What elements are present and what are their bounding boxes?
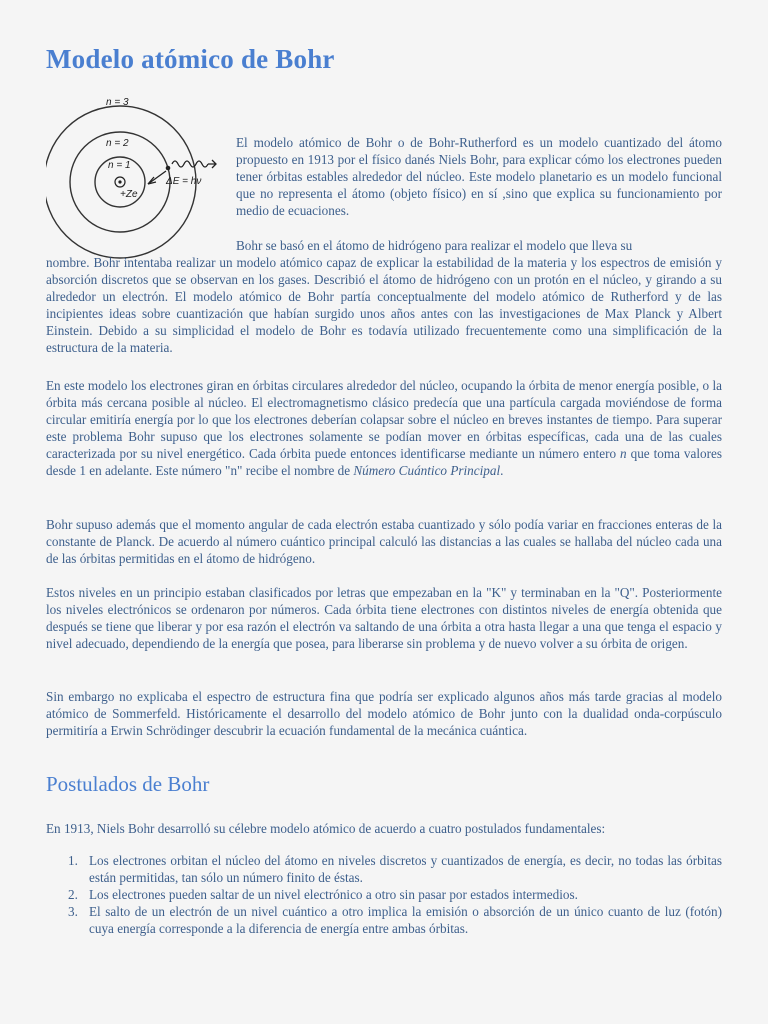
label-nucleus: +Ze [120, 189, 138, 200]
paragraph-angular-momentum: Bohr supuso además que el momento angular de cada electrón estaba cuantizado y sólo podía variar en fracciones enteras de la constante de Planck. De acuerdo al número cuántico principal calculó las distancias a las cuales se hallaba del núcleo cada una de las órbitas permitidas en el átomo de hidrógeno. [46, 517, 722, 567]
paragraph-hydrogen-first-line: Bohr se basó en el átomo de hidrógeno para realizar el modelo que lleva su [236, 238, 633, 253]
term-principal-quantum-number: Número Cuántico Principal [353, 463, 501, 479]
paragraph-orbits: En este modelo los electrones giran en órbitas circulares alrededor del núcleo, ocupando la órbita de menor energía posible, o la órbita más cercana posible al núcleo. El electromagnetismo clásico predecía que una partícula cargada moviéndose de forma circular emitiría energía por lo que los electrones deberían colapsar sobre el núcleo en breves instantes de tiempo. Para superar este problema Bohr supuso que los electrones solamente se podían mover en órbitas específicas, cada una de las cuales caracterizada por su nivel energético. Cada órbita puede entonces identificarse mediante un número entero n que toma valores desde 1 en adelante. Este número "n" recibe el nombre de Número Cuántico Principal. [46, 378, 723, 479]
photon-wave [172, 161, 208, 167]
list-item: 2. Los electrones pueden saltar de un nivel electrónico a otro sin pasar por estados intermedios. [68, 887, 578, 903]
paragraph-energy-levels: Estos niveles en un principio estaban clasificados por letras que empezaban en la "K" y terminaban en la "Q". Posteriormente los niveles electrónicos se ordenaron por números. Cada órbita tiene electrones con distintos niveles de energía obtenida que después se tiene que liberar y por esa razón el electrón va saltando de una órbita a otra hasta llegar a una que tenga el espacio y nivel adecuado, dependiendo de la energía que posea, para liberarse sin problema y de nuevo volver a su órbita de origen. [46, 585, 722, 652]
paragraph-fine-structure: Sin embargo no explicaba el espectro de estructura fina que podría ser explicado algunos años más tarde gracias al modelo atómico de Sommerfeld. Históricamente el desarrollo del modelo atómico de Bohr junto con la dualidad onda-corpúsculo permitiría a Erwin Schrödinger descubrir la ecuación fundamental de la mecánica cuántica. [46, 689, 722, 739]
page-title: Modelo atómico de Bohr [46, 44, 335, 74]
label-energy: ΔE = hν [166, 176, 202, 187]
transition-arrow [148, 171, 166, 184]
label-n2: n = 2 [106, 138, 129, 149]
postulates-intro: En 1913, Niels Bohr desarrolló su célebre modelo atómico de acuerdo a cuatro postulados fundamentales: [46, 821, 606, 836]
list-item: 1. Los electrones orbitan el núcleo del átomo en niveles discretos y cuantizados de energía, es decir, no todas las órbitas están permitidas, tan sólo un número finito de éstas. [68, 853, 722, 886]
bohr-atom-diagram [46, 94, 236, 264]
postulates-list [46, 852, 722, 937]
list-item: 3. El salto de un electrón de un nivel cuántico a otro implica la emisión o absorción de un único cuanto de luz (fotón) cuya energía corresponde a la diferencia de energía entre ambas órbitas. [68, 904, 722, 937]
electron-dot [166, 166, 171, 171]
paragraph-hydrogen: nombre. Bohr intentaba realizar un modelo atómico capaz de explicar la estabilidad de la materia y los espectros de emisión y absorción discretos que se observan en los gases. Describió el átomo de hidrógeno con un protón en el núcleo, y girando a su alrededor un electrón. El modelo atómico de Bohr partía conceptualmente del modelo atómico de Rutherford y de las incipientes ideas sobre cuantización que habían surgido unos años antes con las investigaciones de Max Planck y Albert Einstein. Debido a su simplicidad el modelo de Bohr es todavía utilizado frecuentemente como una simplificación de la estructura de la materia. [46, 255, 722, 356]
paragraph-intro: El modelo atómico de Bohr o de Bohr-Rutherford es un modelo cuantizado del átomo propuesto en 1913 por el físico danés Niels Bohr, para explicar cómo los electrones pueden tener órbitas estables alrededor del núcleo. Este modelo planetario es un modelo funcional que no representa el átomo (objeto físico) en sí ,sino que explica su funcionamiento por medio de ecuaciones. [236, 135, 722, 219]
label-n3: n = 3 [106, 97, 129, 108]
section-title-postulates: Postulados de Bohr [46, 772, 210, 796]
label-n1: n = 1 [108, 160, 131, 171]
